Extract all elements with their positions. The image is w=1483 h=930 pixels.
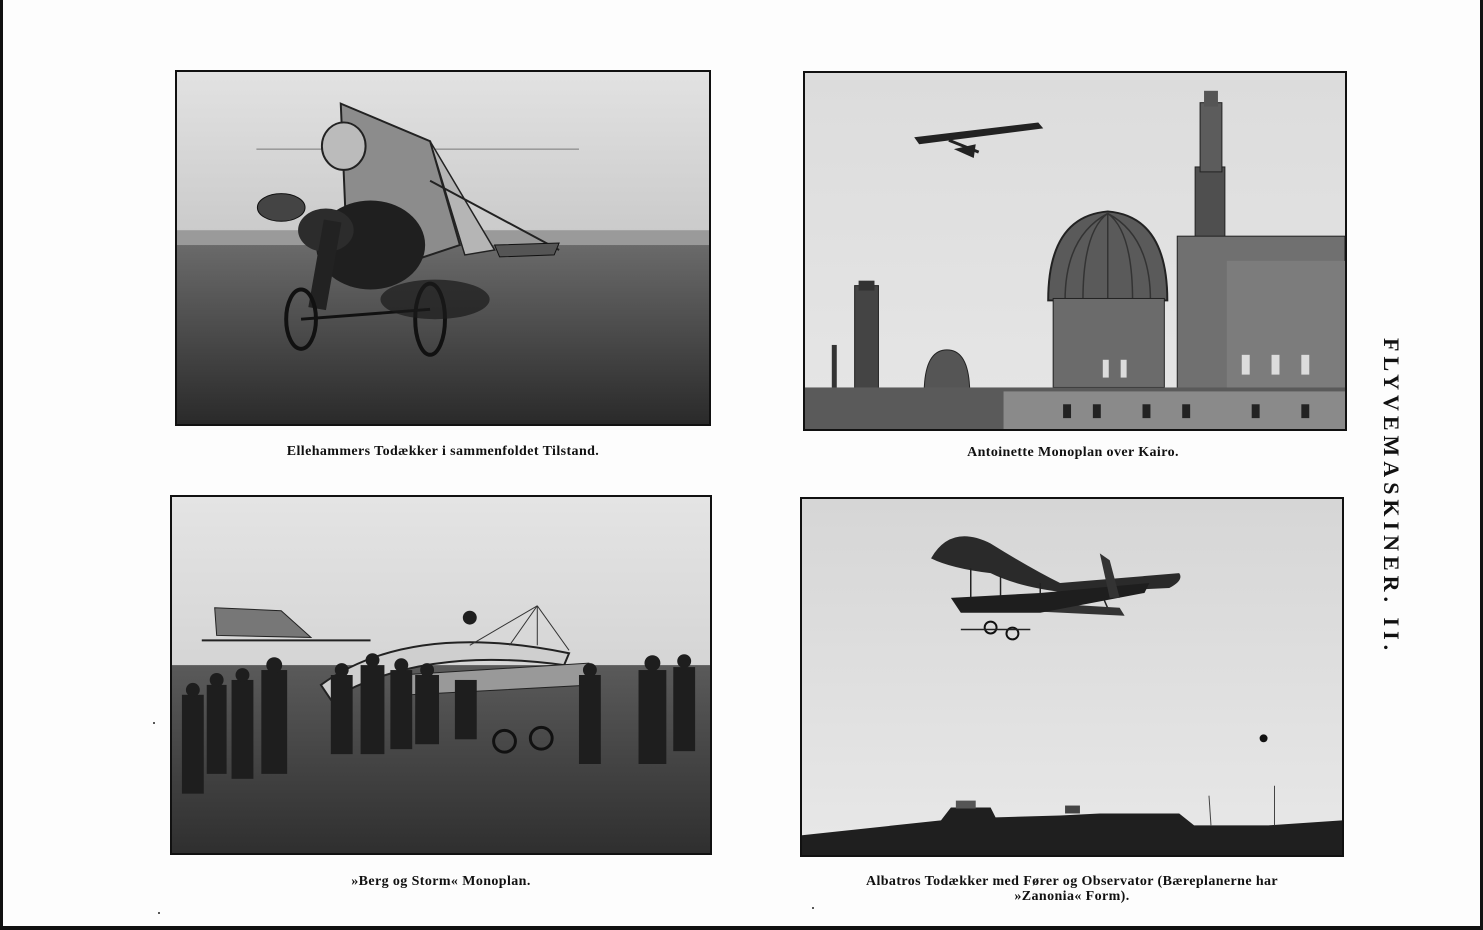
caption-berg-og-storm: »Berg og Storm« Monoplan. [351,874,531,889]
photo-antoinette-cairo [803,71,1347,431]
print-speck [812,907,814,909]
side-title: FLYVEMASKINER. II. [1379,338,1404,656]
photo-albatros-biplane [800,497,1344,857]
photo-ellehammer-biplane [175,70,711,426]
monoplane-with-crowd-icon [172,497,710,853]
photo-berg-og-storm [170,495,712,855]
print-speck [153,722,155,724]
biplane-in-flight-icon [802,499,1342,855]
caption-ellehammer: Ellehammers Todækker i sammenfoldet Tilstand. [286,444,600,459]
caption-albatros-line1: Albatros Todækker med Fører og Observator (Bæreplanerne har [865,874,1279,889]
page-edge-bottom [0,926,1483,930]
page-edge-left [0,0,3,930]
monoplane-over-cairo-icon [805,73,1345,429]
caption-albatros [800,874,1344,904]
caption-albatros-line2: »Zanonia« Form). [1014,889,1130,904]
caption-antoinette: Antoinette Monoplan over Kairo. [967,445,1179,460]
folded-biplane-icon [177,72,709,424]
print-speck [158,912,160,914]
